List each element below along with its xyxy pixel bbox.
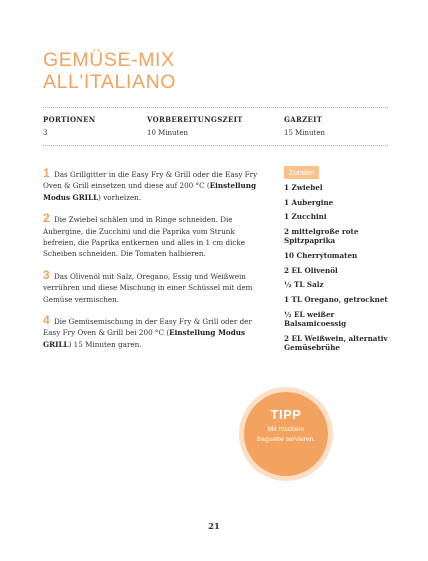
meta-cook-time [284,115,325,138]
ingredient-item: 10 Cherrytomaten [284,251,358,261]
meta-portions [43,115,95,138]
ingredient-item: 1 Zucchini [284,212,327,222]
step-number: 4 [43,313,50,328]
meta-label: GARZEIT [284,115,323,124]
divider-top [43,107,388,108]
step-text: Die Zwiebel schälen und in Ringe schneiden. Die Aubergine, die Zucchini und die Paprika vom Strunk befreien, die Paprika entkernen und alles in 1 cm dicke Scheiben schneiden. Die Tomaten halbieren. [43,215,246,259]
ingredient-item: 2 EL Weißwein, alternativ Gemüsebrühe [284,333,388,352]
ingredient-item: 2 mittelgroße rote Spitzpaprika [284,227,359,246]
tip-title: TIPP [270,407,302,422]
ingredient-item: 1 Zwiebel [284,183,323,192]
step-number: 3 [43,267,50,282]
step-text: Die Gemüsemischung in der Easy Fry & Grill oder der Easy Fry Oven & Grill bei 200 °C ( [43,317,252,338]
recipe-title [43,49,176,93]
step-text: Das Grillgitter in die Easy Fry & Grill oder die Easy Fry Oven & Grill einsetzen und diese auf 200 °C ( [43,170,258,191]
ingredient-item: 2 EL Olivenöl [284,265,338,275]
divider-bottom [43,145,388,146]
title-line-1: GEMÜSE-MIX [43,49,175,71]
step-text: Das Olivenöl mit Salz, Oregano, Essig und Weißwein verrühren und diese Mischung in einer Schüssel mit dem Gemüse vermischen. [43,271,253,304]
meta-label: VORBEREITUNGSZEIT [147,115,243,124]
ingredient-item: ½ EL weißer Balsamicoessig [284,309,347,329]
instructions [43,168,263,360]
meta-value: 3 [43,129,48,137]
meta-value: 10 Minuten [147,129,189,137]
step-number: 2 [43,211,50,226]
ingredient-item: 1 TL Oregano, getrocknet [284,295,388,305]
ingredient-item: ½ TL Salz [284,280,324,290]
step-bold: Einstellung Modus GRILL [43,328,245,349]
step-2 [43,213,263,260]
step-text-end: ) vorheizen. [98,192,142,202]
meta-prep-time [147,115,243,138]
meta-label: PORTIONEN [43,115,96,124]
ingredient-item: 1 Aubergine [284,197,334,207]
step-text-end: ) 15 Minuten garen. [68,339,142,349]
ingredients-list [284,183,394,358]
step-bold: Einstellung Modus GRILL [43,181,257,202]
tip-text: Mit frischem Baguette servieren. [256,426,316,443]
step-1 [43,168,263,203]
step-number: 1 [43,166,50,180]
ingredients-header: Zutaten [284,166,319,179]
meta-value: 15 Minuten [284,129,326,137]
page-number: 21 [208,522,220,532]
step-4 [43,315,263,350]
tip-badge [244,392,328,476]
title-line-2: ALL'ITALIANO [43,71,177,93]
step-3 [43,267,263,305]
